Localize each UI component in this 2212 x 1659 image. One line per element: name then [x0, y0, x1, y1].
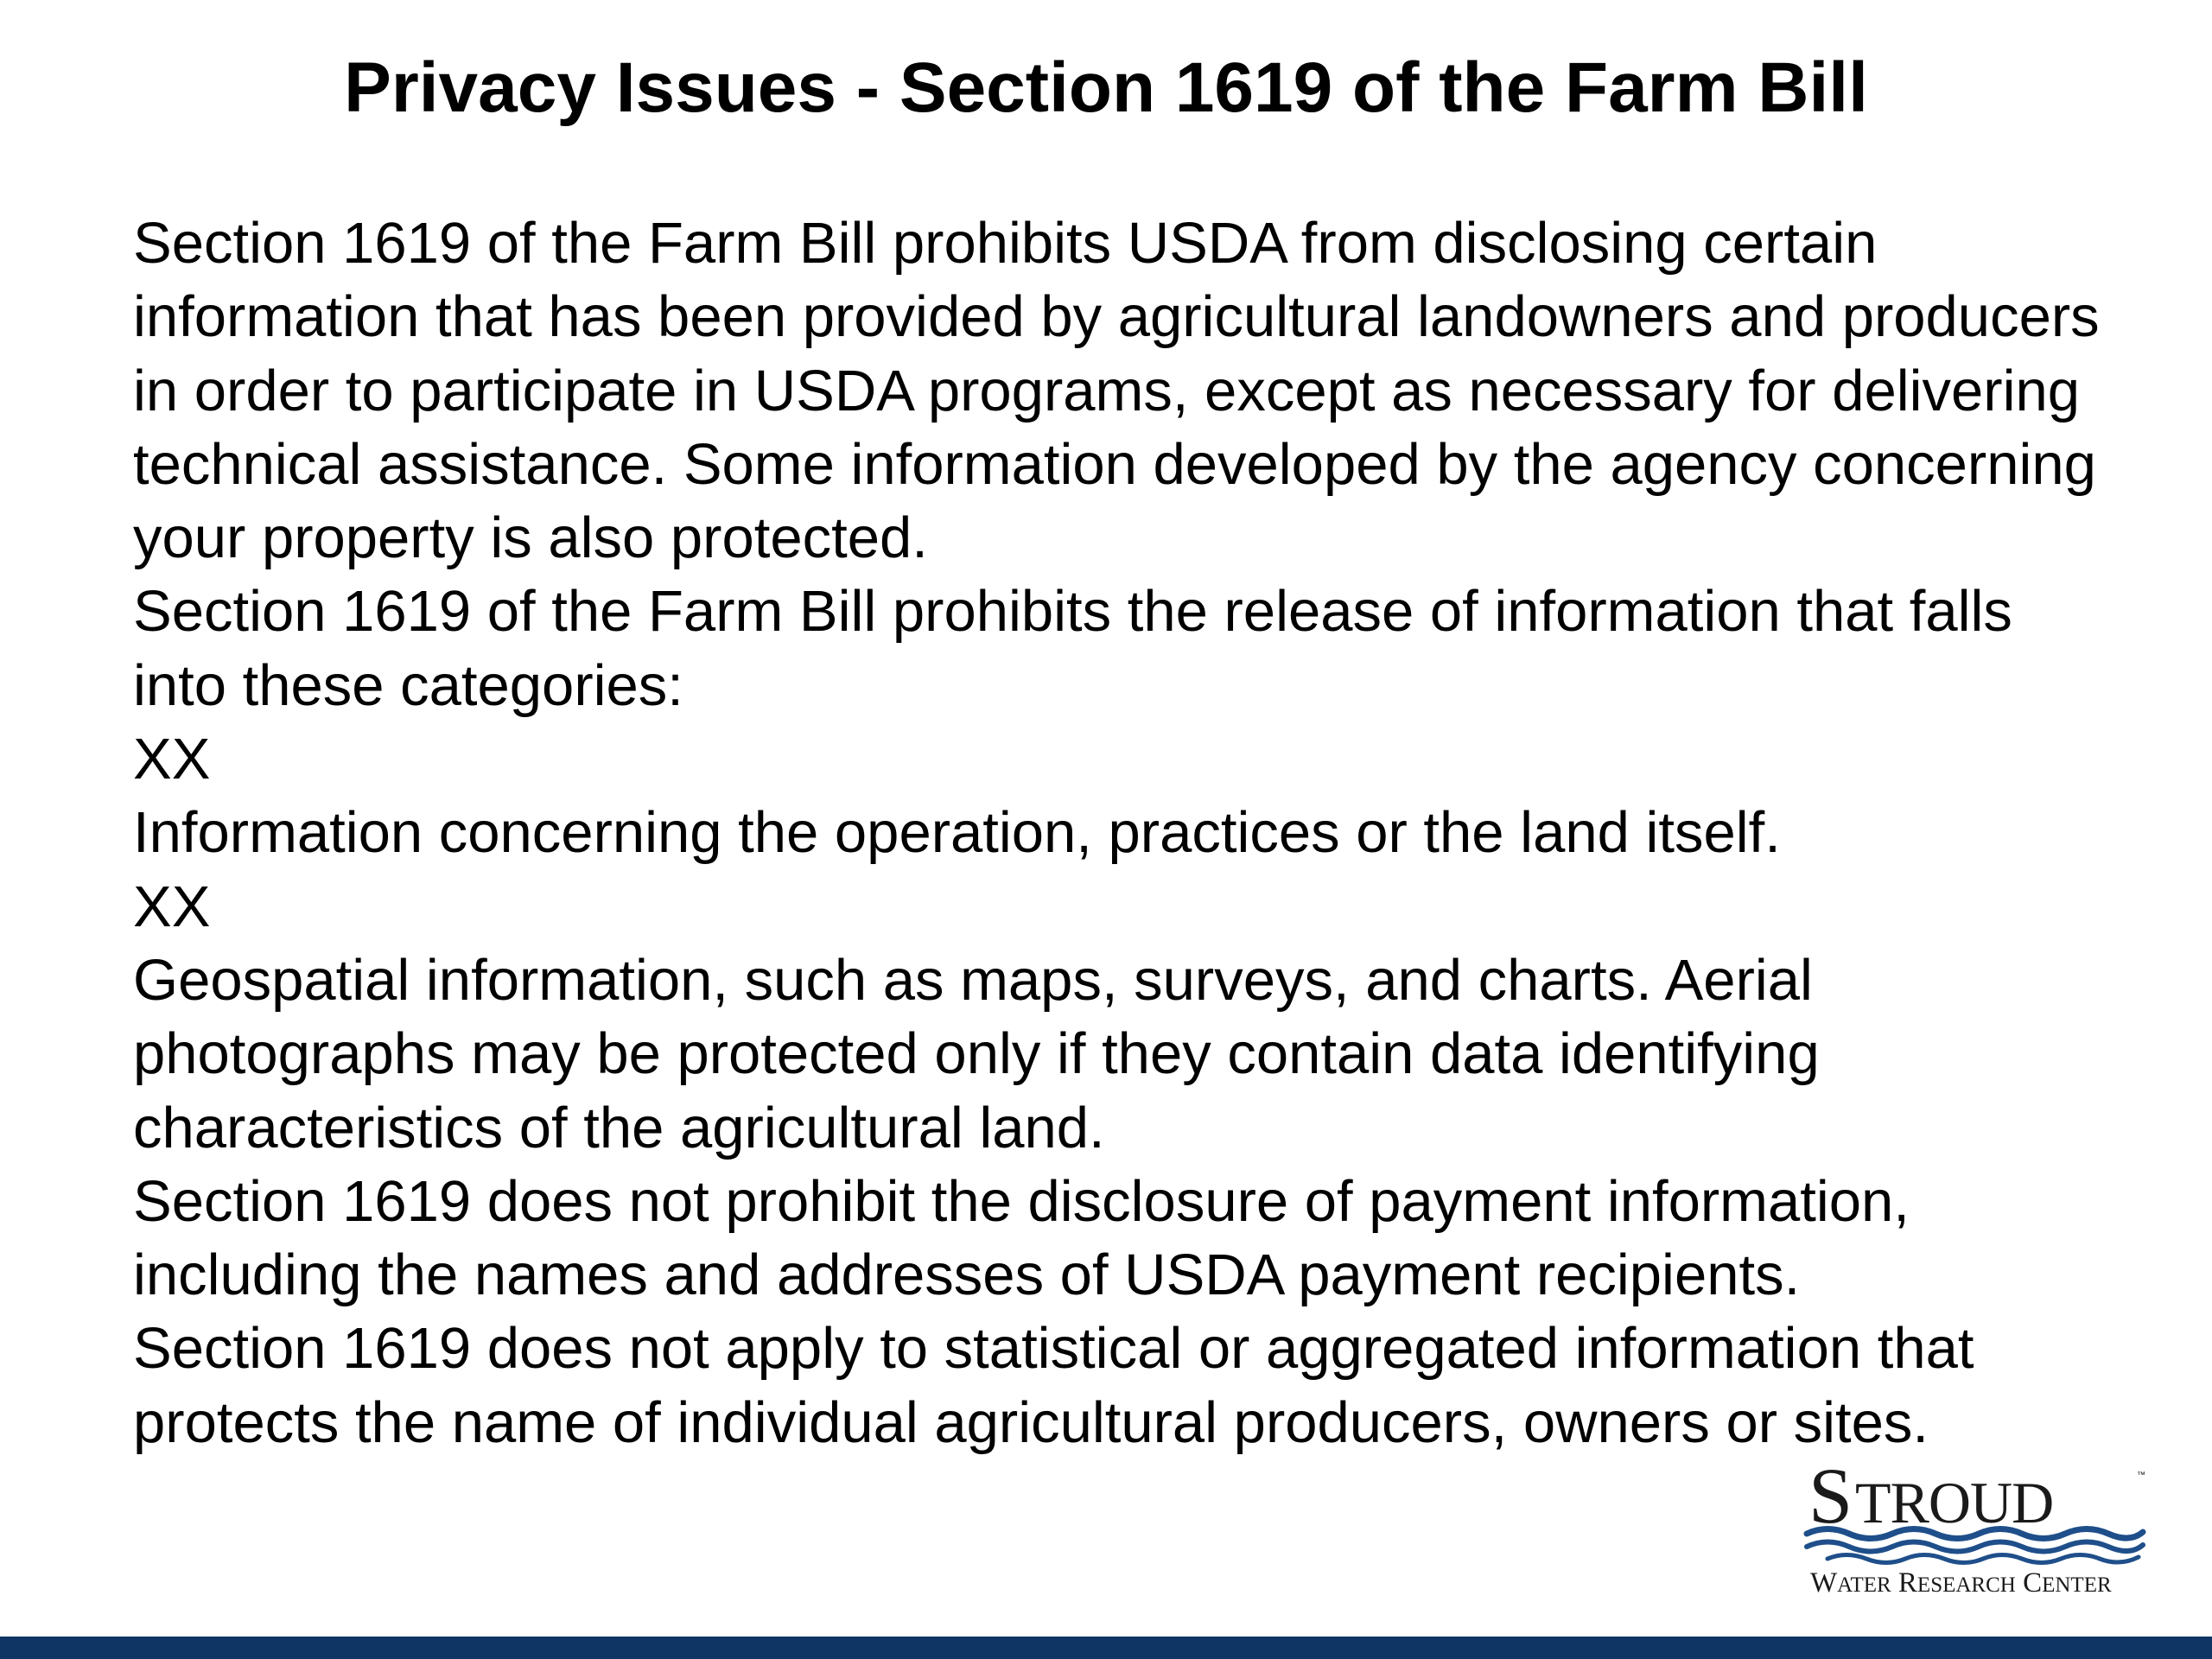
logo-wordmark: TROUD	[1855, 1470, 2054, 1535]
logo-subtitle: WATER RESEARCH CENTER	[1810, 1567, 2112, 1599]
paragraph-operation: Information concerning the operation, practices or the land itself.	[133, 800, 1781, 866]
slide-body	[133, 207, 2103, 1459]
paragraph-statistical: Section 1619 does not apply to statistical or aggregated information that protects the name of individual agricultural producers, owners or sites.	[133, 1316, 1974, 1455]
logo-initial: S	[1808, 1452, 1853, 1540]
logo-waves-icon	[1807, 1529, 2143, 1563]
footer-bar	[0, 1637, 2212, 1659]
stroud-logo	[1802, 1452, 2147, 1603]
slide-title: Privacy Issues - Section 1619 of the Farm Bill	[344, 48, 1868, 127]
bullet-marker-2: XX	[133, 874, 211, 939]
paragraph-payment: Section 1619 does not prohibit the disclosure of payment information, including the names and addresses of USDA payment recipients.	[133, 1168, 1910, 1308]
paragraph-intro: Section 1619 of the Farm Bill prohibits USDA from disclosing certain information that has been provided by agricultural landowners and producers in order to participate in USDA programs, except as necessary for delivering technical assistance. Some information developed by the agency concerning your property is also protected.	[133, 211, 2100, 571]
paragraph-geospatial: Geospatial information, such as maps, surveys, and charts. Aerial photographs may be protected only if they contain data identifying characteristics of the agricultural land.	[133, 947, 1820, 1160]
logo-trademark-icon: ™	[2137, 1471, 2145, 1480]
bullet-marker-1: XX	[133, 727, 211, 792]
paragraph-categories: Section 1619 of the Farm Bill prohibits the release of information that falls into these categories:	[133, 579, 2012, 718]
